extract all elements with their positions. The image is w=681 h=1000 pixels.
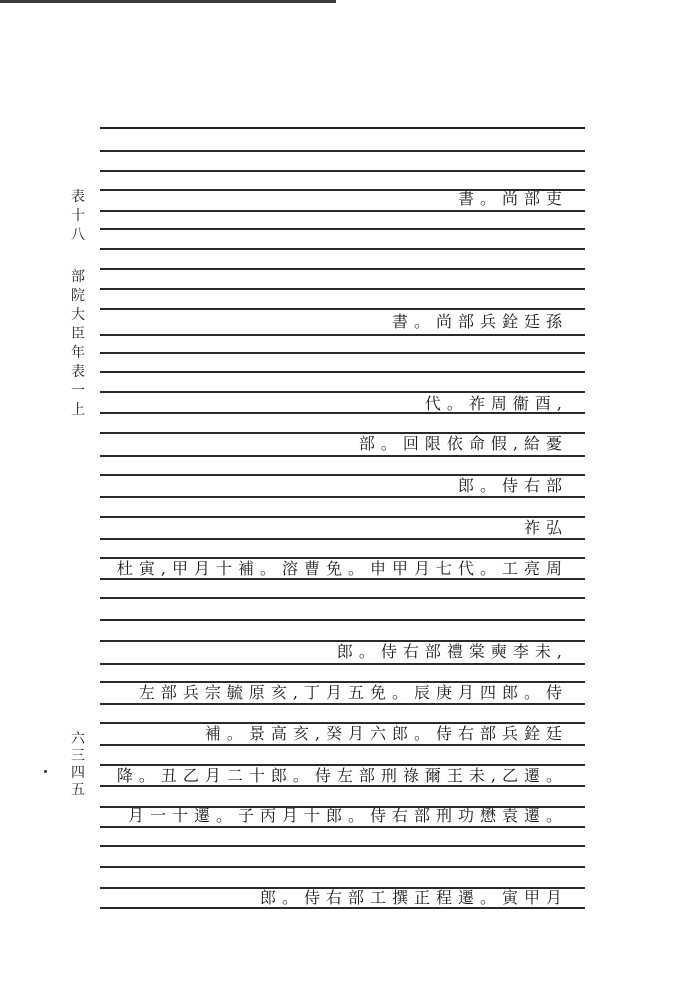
row-rule [100, 538, 585, 540]
side-char: 一 [71, 383, 85, 399]
row-rule [100, 268, 585, 270]
row-rule [100, 391, 585, 393]
page-number-char: 五 [71, 782, 85, 798]
row-rule [100, 516, 585, 518]
table-line: 杜寅,甲月十補。溶曹免。申甲月七代。工亮周 [116, 559, 568, 578]
row-rule [100, 496, 585, 498]
row-rule [100, 371, 585, 373]
page-number-char: 四 [71, 765, 85, 781]
side-title [68, 188, 88, 245]
table-line: 書。尚部兵銓廷孫 [391, 312, 568, 331]
row-rule [100, 288, 585, 290]
row-rule [100, 619, 585, 621]
table-line: 郎。侍右部禮棠奭李未, [336, 642, 568, 661]
row-rule [100, 703, 585, 705]
top-rule [100, 127, 585, 129]
row-rule [100, 248, 585, 250]
side-char: 院 [71, 288, 85, 304]
page-number-char: 三 [71, 748, 85, 764]
row-rule [100, 352, 585, 354]
scan-edge [0, 0, 336, 3]
specks [44, 770, 47, 773]
side-char: 表 [71, 364, 85, 380]
side-char: 上 [71, 402, 85, 418]
row-rule [100, 210, 585, 212]
side-char: 八 [71, 227, 85, 243]
row-rule [100, 334, 585, 336]
row-rule [100, 308, 585, 310]
table-line: 左部兵宗毓原亥,丁月五免。辰庚月四郎。侍 [138, 683, 568, 702]
page-number [68, 731, 88, 799]
table-line: 郎。侍右部工撰正程遷。寅甲月 [259, 888, 568, 907]
side-subtitle [68, 268, 88, 420]
row-rule [100, 744, 585, 746]
row-rule [100, 150, 585, 152]
row-rule [100, 845, 585, 847]
row-rule [100, 170, 585, 172]
row-rule [100, 826, 585, 828]
table-line: 月一十遷。子丙月十郎。侍右部刑功懋袁遷。 [127, 806, 568, 825]
row-rule [100, 228, 585, 230]
table-line: 郎。侍右部 [457, 476, 568, 495]
side-char: 大 [71, 307, 85, 323]
side-char: 部 [71, 269, 85, 285]
row-rule [100, 663, 585, 665]
table-line: 祚弘 [523, 518, 568, 537]
page-number-char: 六 [71, 731, 85, 747]
table-line: 補。景高亥,癸月六郎。侍右部兵銓廷 [204, 724, 568, 743]
table-line: 部。回限依命假,給憂 [358, 434, 568, 453]
side-char: 十 [71, 208, 85, 224]
table-line: 降。丑乙月二十郎。侍左部刑祿爾王未,乙遷。 [116, 766, 568, 785]
side-char: 臣 [71, 326, 85, 342]
side-char: 年 [71, 345, 85, 361]
side-char: 表 [71, 189, 85, 205]
row-rule [100, 597, 585, 599]
table-line: 代。祚周衞酉, [424, 394, 568, 413]
table-line: 書。尚部吏 [457, 189, 568, 208]
row-rule [100, 455, 585, 457]
row-rule [100, 866, 585, 868]
